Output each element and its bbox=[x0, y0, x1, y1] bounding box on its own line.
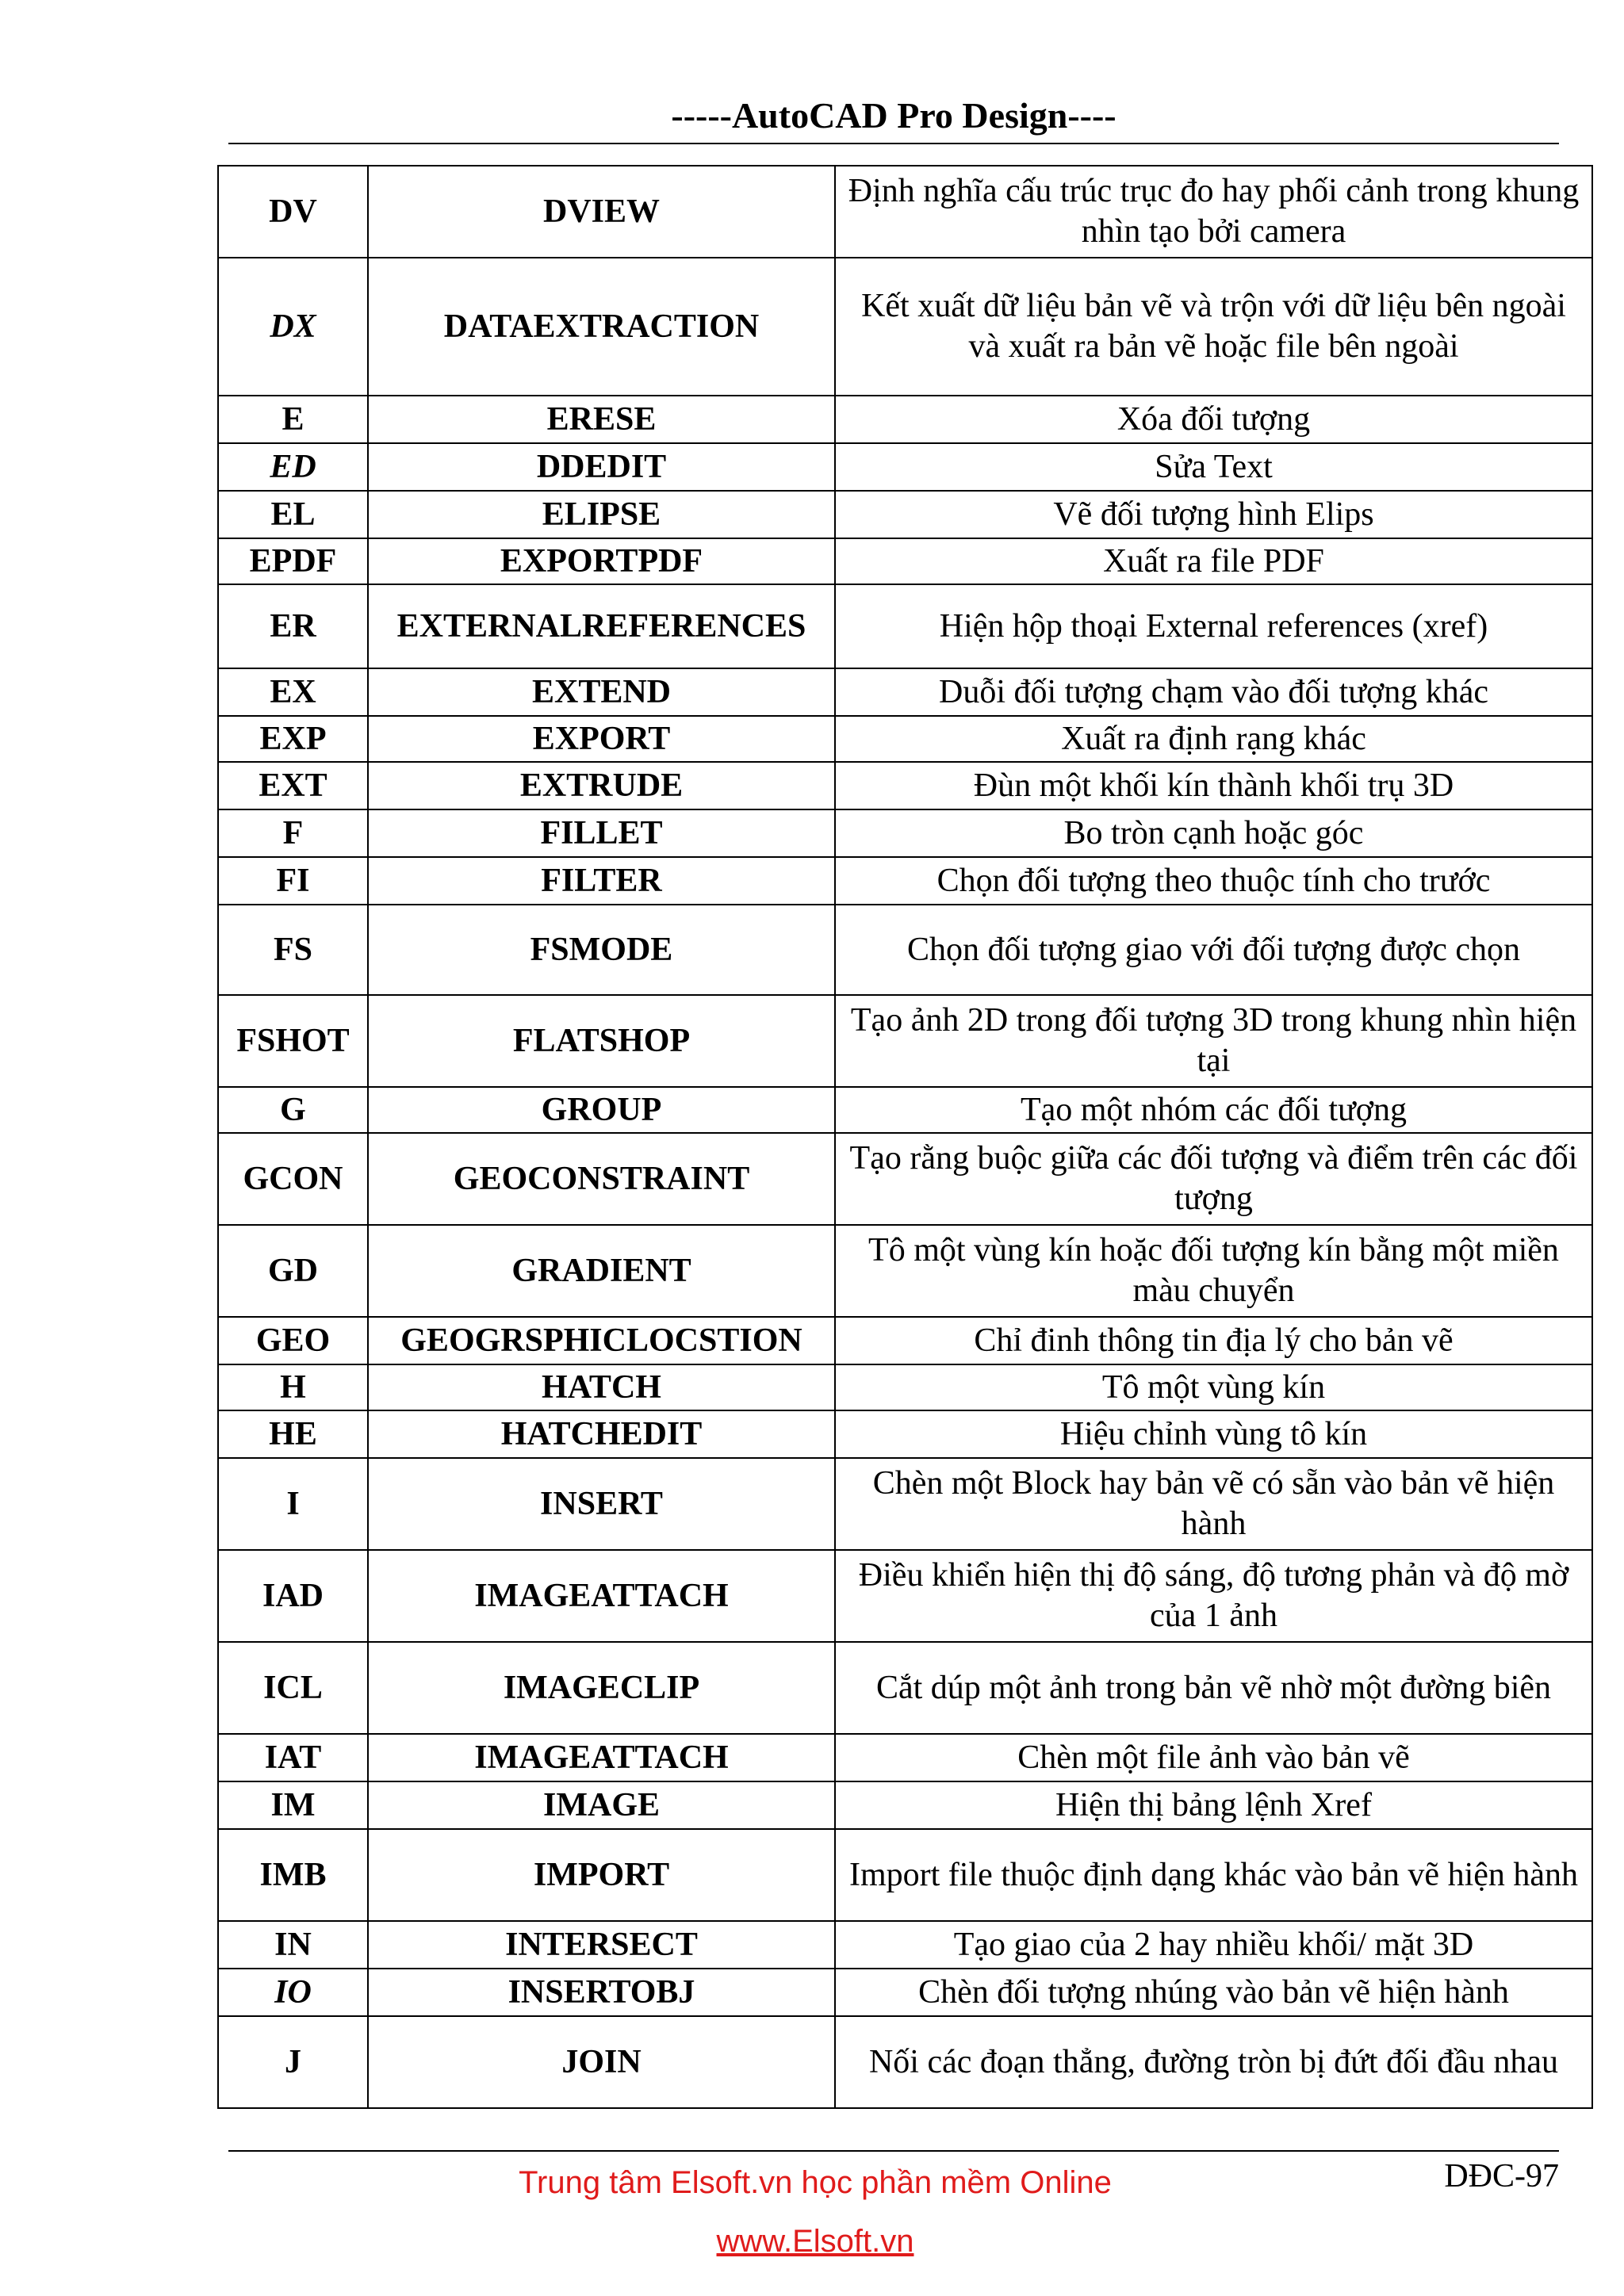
table-row bbox=[218, 1829, 1592, 1921]
page-number: DĐC-97 bbox=[1444, 2158, 1559, 2195]
cell-command: HATCH bbox=[368, 1364, 835, 1410]
cell-command: ELIPSE bbox=[368, 491, 835, 538]
table-row bbox=[218, 1133, 1592, 1225]
table-row bbox=[218, 905, 1592, 995]
table-row bbox=[218, 1317, 1592, 1364]
cell-command: FILLET bbox=[368, 809, 835, 857]
cell-command: INTERSECT bbox=[368, 1921, 835, 1969]
cell-description: Xuất ra định rạng khác bbox=[835, 716, 1592, 762]
cell-description: Xóa đối tượng bbox=[835, 396, 1592, 443]
cell-abbreviation: IMB bbox=[218, 1829, 368, 1921]
table-row bbox=[218, 166, 1592, 258]
cell-abbreviation: DV bbox=[218, 166, 368, 258]
cell-command: GRADIENT bbox=[368, 1225, 835, 1317]
table-row bbox=[218, 258, 1592, 396]
table-row bbox=[218, 668, 1592, 716]
cell-command: INSERTOBJ bbox=[368, 1969, 835, 2016]
cell-abbreviation: F bbox=[218, 809, 368, 857]
command-table-body bbox=[218, 166, 1592, 2108]
cell-command: IMPORT bbox=[368, 1829, 835, 1921]
cell-description: Tạo rằng buộc giữa các đối tượng và điểm trên các đối tượng bbox=[835, 1133, 1592, 1225]
cell-description: Duỗi đối tượng chạm vào đối tượng khác bbox=[835, 668, 1592, 716]
cell-command: IMAGEATTACH bbox=[368, 1734, 835, 1781]
table-row bbox=[218, 1969, 1592, 2016]
cell-command: JOIN bbox=[368, 2016, 835, 2108]
cell-description: Hiện hộp thoại External references (xref) bbox=[835, 584, 1592, 668]
table-row bbox=[218, 2016, 1592, 2108]
cell-abbreviation: G bbox=[218, 1087, 368, 1133]
table-row bbox=[218, 584, 1592, 668]
cell-command: EXTRUDE bbox=[368, 762, 835, 809]
cell-abbreviation: IN bbox=[218, 1921, 368, 1969]
cell-description: Định nghĩa cấu trúc trục đo hay phối cảnh trong khung nhìn tạo bởi camera bbox=[835, 166, 1592, 258]
cell-abbreviation: IO bbox=[218, 1969, 368, 2016]
cell-command: EXPORT bbox=[368, 716, 835, 762]
cell-abbreviation: EXP bbox=[218, 716, 368, 762]
cell-abbreviation: IAT bbox=[218, 1734, 368, 1781]
cell-command: EXTEND bbox=[368, 668, 835, 716]
cell-abbreviation: E bbox=[218, 396, 368, 443]
cell-abbreviation: FSHOT bbox=[218, 995, 368, 1087]
table-row bbox=[218, 716, 1592, 762]
cell-abbreviation: HE bbox=[218, 1410, 368, 1458]
command-table bbox=[217, 165, 1593, 2109]
cell-description: Chèn một file ảnh vào bản vẽ bbox=[835, 1734, 1592, 1781]
table-row bbox=[218, 396, 1592, 443]
table-row bbox=[218, 1921, 1592, 1969]
table-row bbox=[218, 1550, 1592, 1642]
cell-description: Nối các đoạn thẳng, đường tròn bị đứt đối đầu nhau bbox=[835, 2016, 1592, 2108]
cell-abbreviation: EXT bbox=[218, 762, 368, 809]
cell-abbreviation: GEO bbox=[218, 1317, 368, 1364]
cell-abbreviation: EX bbox=[218, 668, 368, 716]
cell-abbreviation: IM bbox=[218, 1781, 368, 1829]
cell-description: Chèn đối tượng nhúng vào bản vẽ hiện hành bbox=[835, 1969, 1592, 2016]
cell-command: DDEDIT bbox=[368, 443, 835, 491]
cell-command: FLATSHOP bbox=[368, 995, 835, 1087]
table-row bbox=[218, 995, 1592, 1087]
cell-command: DVIEW bbox=[368, 166, 835, 258]
cell-abbreviation: IAD bbox=[218, 1550, 368, 1642]
cell-command: GROUP bbox=[368, 1087, 835, 1133]
table-row bbox=[218, 1225, 1592, 1317]
cell-abbreviation: I bbox=[218, 1458, 368, 1550]
page-header-title: -----AutoCAD Pro Design---- bbox=[671, 95, 1116, 136]
table-row bbox=[218, 1734, 1592, 1781]
cell-command: GEOCONSTRAINT bbox=[368, 1133, 835, 1225]
cell-command: INSERT bbox=[368, 1458, 835, 1550]
cell-command: FILTER bbox=[368, 857, 835, 905]
cell-description: Chỉ đinh thông tin địa lý cho bản vẽ bbox=[835, 1317, 1592, 1364]
cell-command: IMAGE bbox=[368, 1781, 835, 1829]
cell-description: Cắt dúp một ảnh trong bản vẽ nhờ một đường biên bbox=[835, 1642, 1592, 1734]
cell-description: Vẽ đối tượng hình Elips bbox=[835, 491, 1592, 538]
cell-abbreviation: EL bbox=[218, 491, 368, 538]
cell-command: FSMODE bbox=[368, 905, 835, 995]
table-row bbox=[218, 1087, 1592, 1133]
footer-center-text: Trung tâm Elsoft.vn học phần mềm Online bbox=[519, 2165, 1112, 2200]
cell-description: Hiệu chỉnh vùng tô kín bbox=[835, 1410, 1592, 1458]
cell-command: GEOGRSPHICLOCSTION bbox=[368, 1317, 835, 1364]
cell-description: Xuất ra file PDF bbox=[835, 538, 1592, 584]
cell-abbreviation: J bbox=[218, 2016, 368, 2108]
cell-description: Import file thuộc định dạng khác vào bản vẽ hiện hành bbox=[835, 1829, 1592, 1921]
header-divider bbox=[228, 143, 1559, 144]
cell-abbreviation: H bbox=[218, 1364, 368, 1410]
cell-abbreviation: FS bbox=[218, 905, 368, 995]
cell-description: Tô một vùng kín bbox=[835, 1364, 1592, 1410]
cell-description: Chèn một Block hay bản vẽ có sẵn vào bản vẽ hiện hành bbox=[835, 1458, 1592, 1550]
table-row bbox=[218, 857, 1592, 905]
cell-description: Tạo một nhóm các đối tượng bbox=[835, 1087, 1592, 1133]
footer-website-link[interactable]: www.Elsoft.vn bbox=[716, 2224, 914, 2259]
cell-description: Kết xuất dữ liệu bản vẽ và trộn với dữ liệu bên ngoài và xuất ra bản vẽ hoặc file bên ngoài bbox=[835, 258, 1592, 396]
table-row bbox=[218, 1410, 1592, 1458]
cell-abbreviation: GD bbox=[218, 1225, 368, 1317]
cell-description: Hiện thị bảng lệnh Xref bbox=[835, 1781, 1592, 1829]
cell-abbreviation: ER bbox=[218, 584, 368, 668]
cell-description: Tạo giao của 2 hay nhiều khối/ mặt 3D bbox=[835, 1921, 1592, 1969]
cell-abbreviation: ICL bbox=[218, 1642, 368, 1734]
cell-abbreviation: ED bbox=[218, 443, 368, 491]
table-row bbox=[218, 1364, 1592, 1410]
table-row bbox=[218, 538, 1592, 584]
cell-abbreviation: DX bbox=[218, 258, 368, 396]
table-row bbox=[218, 762, 1592, 809]
cell-description: Điều khiển hiện thị độ sáng, độ tương phản và độ mờ của 1 ảnh bbox=[835, 1550, 1592, 1642]
cell-command: IMAGECLIP bbox=[368, 1642, 835, 1734]
cell-command: ERESE bbox=[368, 396, 835, 443]
cell-description: Đùn một khối kín thành khối trụ 3D bbox=[835, 762, 1592, 809]
cell-command: DATAEXTRACTION bbox=[368, 258, 835, 396]
cell-command: EXPORTPDF bbox=[368, 538, 835, 584]
cell-description: Tạo ảnh 2D trong đối tượng 3D trong khung nhìn hiện tại bbox=[835, 995, 1592, 1087]
table-row bbox=[218, 491, 1592, 538]
cell-description: Sửa Text bbox=[835, 443, 1592, 491]
table-row bbox=[218, 1458, 1592, 1550]
table-row bbox=[218, 1781, 1592, 1829]
cell-description: Bo tròn cạnh hoặc góc bbox=[835, 809, 1592, 857]
cell-command: HATCHEDIT bbox=[368, 1410, 835, 1458]
cell-description: Chọn đối tượng giao với đối tượng được chọn bbox=[835, 905, 1592, 995]
cell-abbreviation: EPDF bbox=[218, 538, 368, 584]
cell-command: EXTERNALREFERENCES bbox=[368, 584, 835, 668]
table-row bbox=[218, 1642, 1592, 1734]
table-row bbox=[218, 443, 1592, 491]
cell-description: Chọn đối tượng theo thuộc tính cho trước bbox=[835, 857, 1592, 905]
cell-abbreviation: GCON bbox=[218, 1133, 368, 1225]
footer-divider bbox=[228, 2150, 1559, 2152]
cell-command: IMAGEATTACH bbox=[368, 1550, 835, 1642]
table-row bbox=[218, 809, 1592, 857]
cell-abbreviation: FI bbox=[218, 857, 368, 905]
cell-description: Tô một vùng kín hoặc đối tượng kín bằng một miền màu chuyển bbox=[835, 1225, 1592, 1317]
